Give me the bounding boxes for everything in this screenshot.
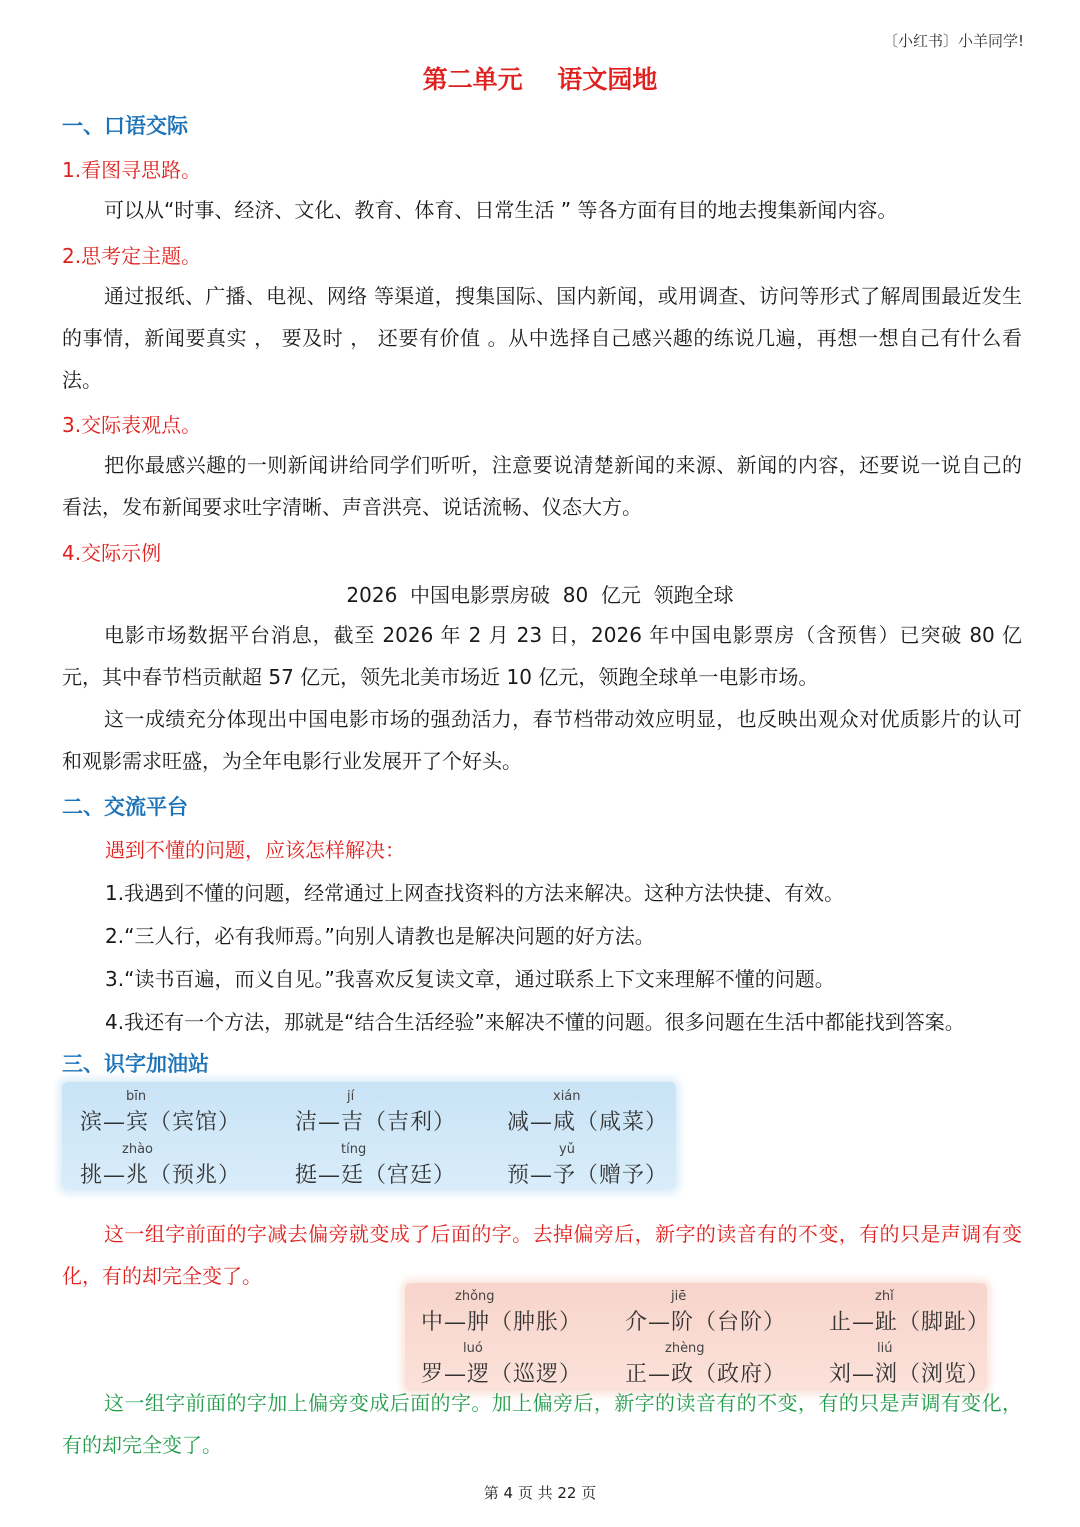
item-2-text: 通过报纸、广播、电视、网络 等渠道，搜集国际、国内新闻，或用调查、访问等形式了解周围最近发生的事情，新闻要真实 ， 要及时 ， 还要有价值 。从中选择自己感兴趣的练说几遍，再想一想自己有什么看法。 bbox=[62, 284, 1022, 392]
question-text: 遇到不懂的问题，应该怎样解决： bbox=[105, 838, 405, 862]
char-item bbox=[80, 1141, 280, 1191]
section-heading-literacy: 三、识字加油站 bbox=[62, 1052, 209, 1076]
char-pair: 滨—宾（宾馆） bbox=[80, 1110, 242, 1135]
char-pair: 中—肿（肿胀） bbox=[421, 1310, 583, 1335]
item-3-title: 3.交际表观点。 bbox=[62, 413, 202, 437]
char-item bbox=[507, 1141, 707, 1191]
char-item bbox=[295, 1088, 495, 1138]
char-pair: 挑—兆（预兆） bbox=[80, 1163, 242, 1188]
page-title: 第二单元 语文园地 bbox=[422, 65, 658, 94]
pinyin: yǔ bbox=[559, 1142, 575, 1157]
char-pair: 刘—浏（浏览） bbox=[829, 1362, 991, 1387]
answer-3: 3.“读书百遍，而义自见。”我喜欢反复读文章，通过联系上下文来理解不懂的问题。 bbox=[105, 967, 835, 991]
pinyin: jí bbox=[347, 1089, 355, 1104]
item-4-title: 4.交际示例 bbox=[62, 541, 162, 565]
pinyin: luó bbox=[463, 1341, 483, 1356]
char-pair: 挺—廷（宫廷） bbox=[295, 1163, 457, 1188]
header-note: 〔小红书〕小羊同学! bbox=[882, 32, 1024, 50]
char-item bbox=[421, 1288, 621, 1338]
char-pair: 预—予（赠予） bbox=[507, 1163, 669, 1188]
answer-2: 2.“三人行，必有我师焉。”向别人请教也是解决问题的好方法。 bbox=[105, 924, 655, 948]
pinyin: bīn bbox=[126, 1089, 147, 1104]
news-paragraph-2: 这一成绩充分体现出中国电影市场的强劲活力，春节档带动效应明显，也反映出观众对优质影片的认可和观影需求旺盛，为全年电影行业发展开了个好头。 bbox=[62, 707, 1022, 773]
character-box-1 bbox=[62, 1082, 676, 1190]
page-footer: 第 4 页 共 22 页 bbox=[483, 1484, 597, 1502]
pinyin: jiē bbox=[671, 1289, 687, 1304]
item-2-title: 2.思考定主题。 bbox=[62, 244, 202, 268]
pinyin: zhǒng bbox=[455, 1289, 495, 1304]
char-pair: 洁—吉（吉利） bbox=[295, 1110, 457, 1135]
note-2: 这一组字前面的字加上偏旁变成后面的字。加上偏旁后，新字的读音有的不变，有的只是声调有变化，有的却完全变了。 bbox=[62, 1391, 1022, 1457]
pinyin: zhǐ bbox=[875, 1289, 894, 1304]
news-title: 2026 中国电影票房破 80 亿元 领跑全球 bbox=[346, 583, 734, 607]
char-pair: 减—咸（咸菜） bbox=[507, 1110, 669, 1135]
pinyin: liú bbox=[877, 1341, 893, 1356]
char-item bbox=[829, 1288, 1029, 1338]
item-1-title: 1.看图寻思路。 bbox=[62, 158, 202, 182]
pinyin: xián bbox=[553, 1089, 581, 1104]
character-box-2 bbox=[405, 1283, 991, 1391]
char-pair: 止—趾（脚趾） bbox=[829, 1310, 991, 1335]
pinyin: tíng bbox=[341, 1142, 367, 1157]
char-pair: 正—政（政府） bbox=[625, 1362, 787, 1387]
char-pair: 罗—逻（巡逻） bbox=[421, 1362, 583, 1387]
char-item bbox=[625, 1288, 825, 1338]
note-1: 这一组字前面的字减去偏旁就变成了后面的字。去掉偏旁后，新字的读音有的不变，有的只是声调有变化，有的却完全变了。 bbox=[62, 1222, 1022, 1288]
char-item bbox=[507, 1088, 707, 1138]
pinyin: zhào bbox=[122, 1142, 153, 1157]
answer-4: 4.我还有一个方法，那就是“结合生活经验”来解决不懂的问题。很多问题在生活中都能找到答案。 bbox=[105, 1010, 965, 1034]
item-3-text: 把你最感兴趣的一则新闻讲给同学们听听，注意要说清楚新闻的来源、新闻的内容，还要说一说自己的看法，发布新闻要求吐字清晰、声音洪亮、说话流畅、仪态大方。 bbox=[62, 453, 1022, 519]
news-body bbox=[62, 614, 1022, 782]
pinyin: zhèng bbox=[665, 1341, 705, 1356]
char-pair: 介—阶（台阶） bbox=[625, 1310, 787, 1335]
item-1-text: 可以从“时事、经济、文化、教育、体育、日常生活 ” 等各方面有目的地去搜集新闻内容。 bbox=[104, 198, 898, 222]
section-heading-oral: 一、口语交际 bbox=[62, 114, 188, 138]
news-paragraph-1: 电影市场数据平台消息，截至 2026 年 2 月 23 日，2026 年中国电影票房（含预售）已突破 80 亿元，其中春节档贡献超 57 亿元，领先北美市场近 10 亿元，领跑全球单一电影市场。 bbox=[62, 623, 1022, 689]
char-item bbox=[80, 1088, 280, 1138]
answer-1: 1.我遇到不懂的问题，经常通过上网查找资料的方法来解决。这种方法快捷、有效。 bbox=[105, 881, 845, 905]
section-heading-exchange: 二、交流平台 bbox=[62, 795, 188, 819]
char-item bbox=[295, 1141, 495, 1191]
